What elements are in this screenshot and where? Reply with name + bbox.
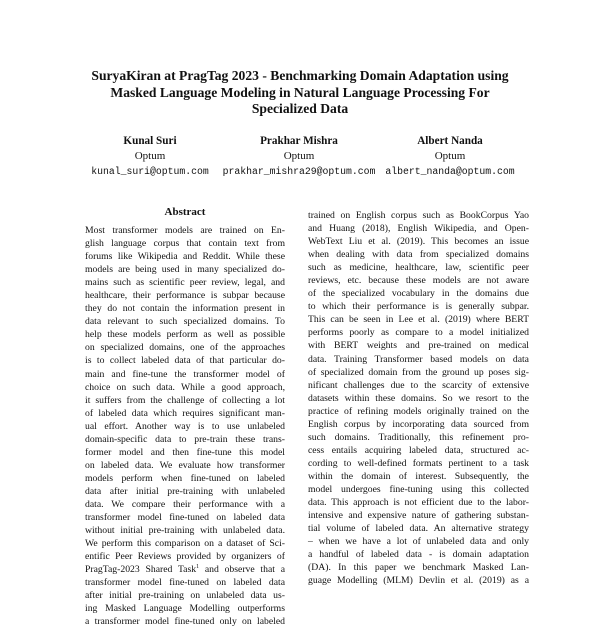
abstract-line-end: and observe that a (199, 564, 285, 576)
abstract-line: data. We compare their performance with a (85, 498, 285, 510)
abstract-line: it suffers from the challenge of collecting a lot (85, 394, 285, 406)
abstract-line: transformer model fine-tuned on labeled data (85, 577, 285, 589)
body-line: with BERT weights and pre-trained on medical (308, 340, 529, 352)
abstract-line: ing Masked Language Modelling outperforms (85, 603, 285, 615)
abstract-line: ual effort. Another way is to use unlabeled (85, 420, 285, 432)
abstract-line: help these models perform as well as possible (85, 329, 285, 341)
abstract-line: entific Peer Reviews provided by organizers of (85, 551, 285, 563)
body-line: This can be seen in Lee et al. (2019) where BERT (308, 314, 529, 326)
body-line: intensive and expensive nature of gathering substan- (308, 510, 529, 522)
body-line: WebText Liu et al. (2019). This becomes an issue (308, 236, 529, 248)
abstract-line: data after initial pre-training with unlabeled (85, 485, 285, 497)
body-text (308, 209, 529, 587)
author-block (350, 134, 550, 179)
abstract-line: of labeled data which requires significant man- (85, 407, 285, 419)
abstract-line: models perform when fine-tuned on labeled (85, 472, 285, 484)
author-affiliation: Optum (434, 150, 466, 162)
abstract-line: main and fine-tune the transformer model of (85, 368, 285, 380)
author-affiliation: Optum (134, 150, 166, 162)
body-line: trained on English corpus such as BookCorpus Yao (308, 210, 529, 221)
abstract-line: is to collect labeled data of that particular do- (85, 355, 285, 367)
abstract-line: models are being used in many specialized do- (85, 264, 285, 276)
body-line: datasets within these domains. So we resort to the (308, 392, 529, 404)
body-line: cording to well-defined formats pertinent to a task (308, 457, 529, 469)
paper-title (60, 68, 540, 118)
body-line: (DA). In this paper we benchmark Masked Lan- (308, 562, 529, 574)
abstract-heading: Abstract (164, 206, 206, 218)
body-line: when dealing with data from specialized domains (308, 249, 529, 261)
abstract-line (85, 563, 285, 576)
author-email[interactable]: albert_nanda@optum.com (385, 166, 515, 177)
abstract-line: after initial pre-training on unlabeled data us- (85, 590, 285, 602)
abstract-text (85, 224, 285, 628)
abstract-line: Most transformer models are trained on En- (85, 225, 285, 236)
abstract-line: they do not contain the information present in (85, 303, 285, 315)
body-line: nificant challenges due to the scarcity of extensive (308, 379, 529, 391)
body-line: data. This approach is not efficient due to the labor- (308, 497, 529, 509)
abstract-line-start: PragTag-2023 Shared Task (85, 564, 197, 576)
body-line: – when we have a lot of unlabeled data and only (308, 536, 529, 548)
body-line: of specialized domain from the ground up poses sig- (308, 366, 529, 378)
body-line: cess entails acquiring labeled data, structured ac- (308, 444, 529, 456)
body-line: tial volume of labeled data. An alternative strategy (308, 523, 529, 535)
body-line: and Huang (2018), English Wikipedia, and Open- (308, 223, 529, 235)
body-line: such domains. Traditionally, this refinement pro- (308, 431, 529, 443)
body-line: guage Modelling (MLM) Devlin et al. (2019) as a (308, 575, 529, 587)
author-affiliation: Optum (283, 150, 315, 162)
author-name: Kunal Suri (123, 135, 177, 147)
body-line: of the specialized vocabulary in the domains due (308, 288, 529, 300)
abstract-line: data relevant to such specialized domains. To (85, 316, 285, 328)
author-name: Albert Nanda (417, 135, 483, 147)
abstract-line: former model and then fine-tune this model (85, 446, 285, 458)
title-line: SuryaKiran at PragTag 2023 - Benchmarking Domain Adaptation using (91, 68, 509, 83)
abstract-line: domain-specific data to pre-train these trans- (85, 433, 285, 445)
author-name: Prakhar Mishra (260, 135, 338, 147)
abstract-line: on specialized domains, one of the approaches (85, 342, 285, 354)
abstract-line: forums like Wikipedia and Reddit. While these (85, 251, 285, 263)
abstract-line: healthcare, their performance is subpar because (85, 290, 285, 302)
body-line: reviews, etc. because these models are not aware (308, 275, 529, 287)
abstract-line: mains such as scientific peer review, legal, and (85, 277, 285, 289)
body-line: model undergoes fine-tuning using this collected (308, 483, 529, 495)
author-email[interactable]: kunal_suri@optum.com (91, 166, 209, 177)
abstract-line: without initial pre-training with unlabeled data. (85, 525, 285, 537)
title-line: Masked Language Modeling in Natural Language Processing For (110, 84, 490, 100)
title-line: Specialized Data (251, 101, 349, 116)
abstract-line: choice on such data. While a good approach, (85, 381, 285, 393)
footnote-marker[interactable]: 1 (196, 563, 200, 570)
abstract-line: glish language corpus that contain text from (85, 238, 285, 250)
abstract-line: We perform this comparison on a dataset of Sci- (85, 538, 285, 550)
abstract-line: on labeled data. We evaluate how transformer (85, 459, 285, 471)
body-line: within the domain of interest. Subsequently, the (308, 470, 529, 482)
body-line: English corpus by incorporating data sourced from (308, 418, 529, 430)
body-line: such as medicine, healthcare, law, scientific peer (308, 262, 529, 274)
body-line: a handful of labeled data - is domain adaptation (308, 549, 529, 561)
body-line: to which their performance is is generally subpar. (308, 301, 529, 313)
body-line: practice of refining models originally trained on the (308, 405, 529, 417)
body-line: performs poorly as compare to a model initialized (308, 327, 529, 339)
body-line: data. Training Transformer based models on data (308, 353, 529, 365)
abstract-line: transformer model fine-tuned on labeled data (85, 512, 285, 524)
author-email[interactable]: prakhar_mishra29@optum.com (222, 166, 376, 177)
abstract-line: a transformer model fine-tuned only on labeled (85, 616, 285, 628)
